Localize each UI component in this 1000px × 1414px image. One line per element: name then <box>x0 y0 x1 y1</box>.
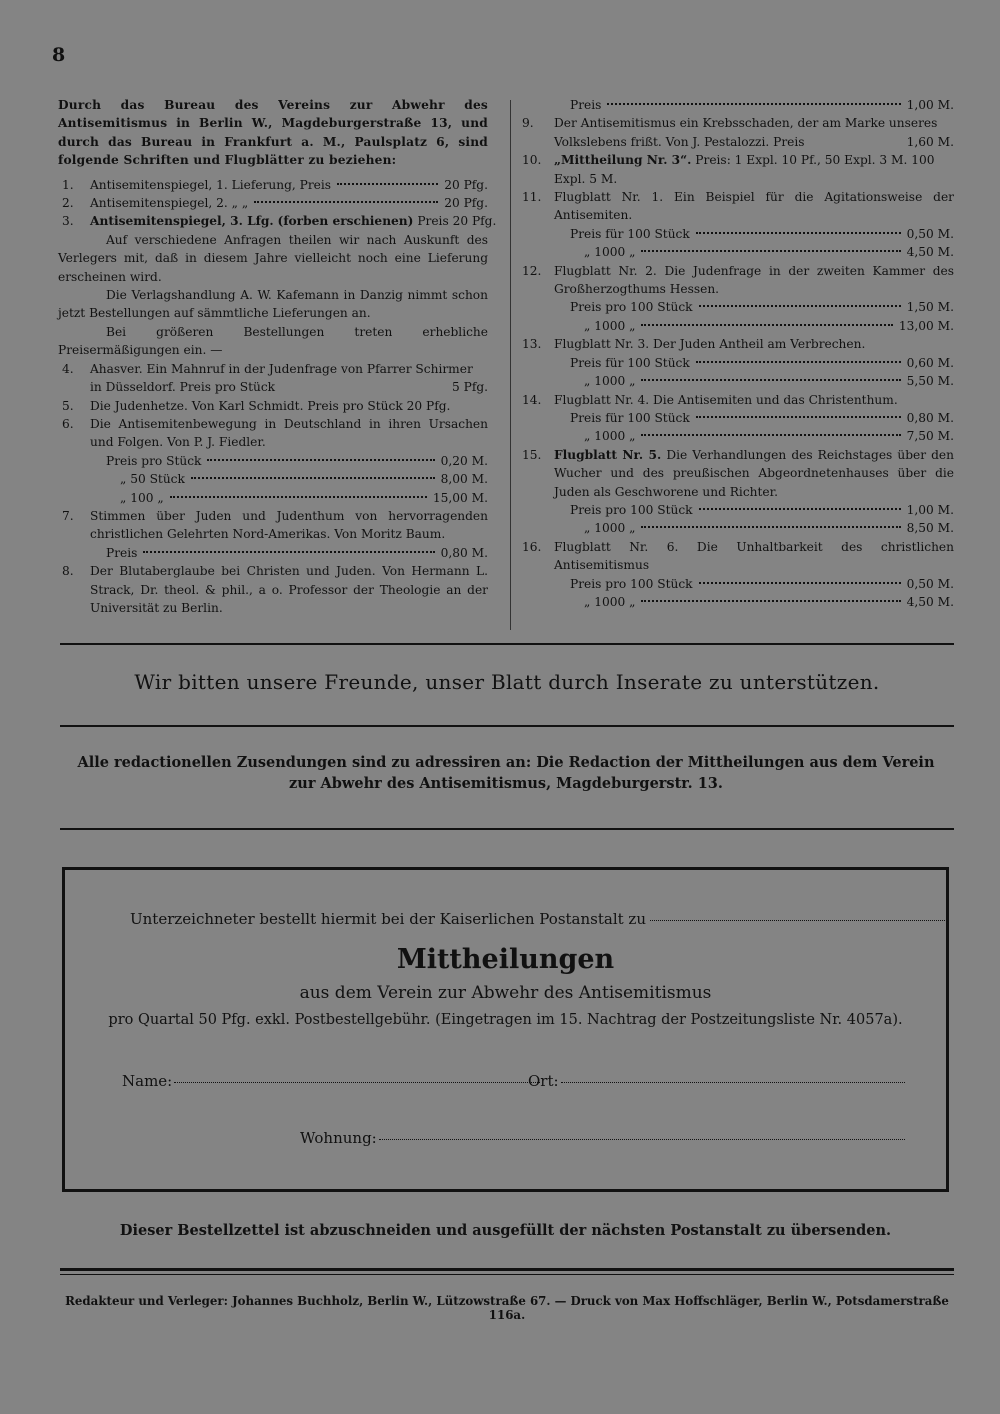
item-text: Die Judenhetze. Von Karl Schmidt. Preis pro Stück 20 Pfg. <box>90 398 451 413</box>
item-number: 12. <box>522 263 542 278</box>
order-form-intro <box>130 910 945 928</box>
price-label: Preis für 100 Stück <box>570 355 690 370</box>
price-value: 5,50 M. <box>906 374 954 389</box>
price-label: „ 1000 „ <box>584 318 636 333</box>
item-text: Flugblatt Nr. 1. Ein Beispiel für die Agitationsweise der Antisemiten. <box>554 190 954 223</box>
divider-rule <box>60 643 954 645</box>
cut-instructions: Dieser Bestellzettel ist abzuschneiden und ausgefüllt der nächsten Postanstalt zu übersenden. <box>119 1222 892 1239</box>
item-text: Preis: 1 Expl. 10 Pf., 50 Expl. 3 M. 100 Expl. 5 M. <box>554 153 935 186</box>
item-number: 14. <box>522 392 542 407</box>
price-value: 0,60 M. <box>906 355 954 370</box>
name-field[interactable] <box>122 1072 540 1090</box>
order-form-price: pro Quartal 50 Pfg. exkl. Postbestellgebühr. (Eingetragen im 15. Nachtrag der Postzeitungsliste Nr. 4057a). <box>108 1012 903 1028</box>
price-value: 4,50 M. <box>906 245 954 260</box>
price-value: 0,50 M. <box>906 226 954 241</box>
price-value: 1,50 M. <box>906 300 954 315</box>
item-title: Antisemitenspiegel, 3. Lfg. <box>90 214 274 229</box>
item-number: 11. <box>522 190 542 205</box>
item-text: Stimmen über Juden und Judenthum von hervorragenden christlichen Gelehrten Nord-Amerikas. Von Moritz Baum. <box>90 508 488 542</box>
item-text: Flugblatt Nr. 3. Der Juden Antheil am Verbrechen. <box>554 337 866 352</box>
item-label: Antisemitenspiegel, 1. Lieferung, Preis <box>90 177 332 192</box>
item-price: 20 Pfg. <box>444 196 488 211</box>
item-title: „Mittheilung Nr. 3“. <box>554 153 692 168</box>
price-value: 13,00 M. <box>898 318 954 333</box>
price-label: Preis pro 100 Stück <box>570 502 693 517</box>
item-number: 7. <box>62 508 74 523</box>
item-text: Flugblatt Nr. 6. Die Unhaltbarkeit des christlichen Antisemitismus <box>554 539 954 573</box>
imprint: Redakteur und Verleger: Johannes Buchholz, Berlin W., Lützowstraße 67. — Druck von Max Hoffschläger, Berlin W., Potsdamerstraße 116a. <box>65 1294 949 1322</box>
column-divider <box>510 100 511 630</box>
footer-rule-thin <box>60 1274 954 1275</box>
price-value: 8,00 M. <box>440 472 488 487</box>
item-number: 5. <box>62 398 74 413</box>
item-price: 20 Pfg. <box>444 177 488 192</box>
right-column <box>522 96 954 611</box>
price-label: Preis <box>106 545 138 560</box>
post-office-field[interactable] <box>650 920 945 921</box>
price-value: 7,50 M. <box>906 429 954 444</box>
name-label: Name: <box>122 1072 173 1090</box>
item-number: 8. <box>62 564 74 579</box>
advertising-appeal: Wir bitten unsere Freunde, unser Blatt durch Inserate zu unterstützen. <box>134 670 880 694</box>
footer-rule <box>60 1268 954 1271</box>
item-number: 6. <box>62 416 74 431</box>
left-column <box>58 96 497 617</box>
item-number: 3. <box>62 214 74 229</box>
order-intro-text: Unterzeichneter bestellt hiermit bei der Kaiserlichen Postanstalt zu <box>130 910 646 928</box>
list-item <box>58 194 488 212</box>
price-value: 8,50 M. <box>906 521 954 536</box>
price-value: 1,00 M. <box>906 98 954 112</box>
item-number: 15. <box>522 447 542 462</box>
item-paragraph: Die Verlagshandlung A. W. Kafemann in Danzig nimmt schon jetzt Bestellungen auf sämmtliche Lieferungen an. <box>58 288 488 321</box>
list-item <box>58 176 488 194</box>
divider-rule <box>60 725 954 727</box>
price-label: „ 50 Stück <box>120 472 185 487</box>
price-label: Preis pro Stück <box>106 453 202 468</box>
price-value: 4,50 M. <box>906 594 954 609</box>
item-number: 10. <box>522 153 542 168</box>
item-text: Der Blutaberglaube bei Christen und Juden. Von Hermann L. Strack, Dr. theol. & phil., a o. Professor der Theologie an der Universität zu Berlin. <box>90 564 488 615</box>
list-item <box>522 262 954 336</box>
item-text: Die Verhandlungen des Reichstages über den Wucher und des preußischen Abgeordnetenhauses über die Juden als Geschworene und Richter. <box>554 447 954 499</box>
editorial-notice: Alle redactionellen Zusendungen sind zu adressiren an: Die Redaction der Mittheilungen aus dem Verein zur Abwehr des Antisemitismus, Magdeburgerstr. 13. <box>77 754 935 792</box>
price-label: Preis für 100 Stück <box>570 410 690 425</box>
list-item <box>58 212 497 359</box>
price-label: „ 1000 „ <box>584 429 636 444</box>
price-value: 0,80 M. <box>440 545 488 560</box>
price-value: 1,00 M. <box>906 502 954 517</box>
item-number: 16. <box>522 539 542 554</box>
page-number: 8 <box>52 44 66 66</box>
residence-label: Wohnung: <box>300 1129 377 1147</box>
item-label: Antisemitenspiegel, 2. „ „ <box>90 196 249 211</box>
list-item <box>522 391 954 446</box>
price-label: Preis pro 100 Stück <box>570 576 693 591</box>
order-form-title: Mittheilungen <box>396 944 615 975</box>
item-title: Flugblatt Nr. 5. <box>554 447 662 462</box>
price-label: Preis für 100 Stück <box>570 226 690 241</box>
item-paragraph: Auf verschiedene Anfragen theilen wir nach Auskunft des Verlegers mit, daß in diesem Jahre vielleicht noch eine Lieferung erscheinen wird. <box>58 232 488 284</box>
price-label: Preis <box>570 98 602 112</box>
price-label: „ 100 „ <box>120 490 164 505</box>
item-price: 1,60 M. <box>906 134 954 149</box>
item-paragraph: Bei größeren Bestellungen treten erhebliche Preisermäßigungen ein. — <box>58 324 488 358</box>
price-label: „ 1000 „ <box>584 521 636 536</box>
item-note: (forben erschienen) <box>277 214 414 229</box>
place-label: Ort: <box>528 1072 559 1090</box>
list-item <box>522 151 954 188</box>
list-item <box>58 397 488 415</box>
item-price: Preis 20 Pfg. <box>417 214 497 229</box>
order-form-subtitle: aus dem Verein zur Abwehr des Antisemitismus <box>299 983 712 1003</box>
price-label: Preis pro 100 Stück <box>570 300 693 315</box>
price-value: 15,00 M. <box>432 490 488 505</box>
list-item <box>58 360 488 397</box>
price-value: 0,50 M. <box>906 576 954 591</box>
item-number: 2. <box>62 196 74 211</box>
list-item <box>58 562 488 617</box>
divider-rule <box>60 828 954 830</box>
list-item <box>522 538 954 612</box>
price-value: 0,20 M. <box>440 453 488 468</box>
item-text: Die Antisemitenbewegung in Deutschland in ihren Ursachen und Folgen. Von P. J. Fiedler. <box>90 416 488 450</box>
place-field[interactable] <box>528 1072 905 1090</box>
item-number: 9. <box>522 116 534 131</box>
item-number: 13. <box>522 337 542 352</box>
price-value: 0,80 M. <box>906 410 954 425</box>
item-number: 4. <box>62 361 74 376</box>
list-item <box>522 114 954 151</box>
price-label: „ 1000 „ <box>584 374 636 389</box>
list-item <box>58 415 488 507</box>
price-label: „ 1000 „ <box>584 594 636 609</box>
price-label: „ 1000 „ <box>584 245 636 260</box>
list-item <box>58 507 488 562</box>
residence-field[interactable] <box>300 1129 905 1147</box>
list-item <box>522 335 954 390</box>
item-number: 1. <box>62 177 74 192</box>
item-text: Flugblatt Nr. 2. Die Judenfrage in der zweiten Kammer des Großherzogthums Hessen. <box>554 263 954 297</box>
item-text: Der Antisemitismus ein Krebsschaden, der am Marke unseres Volkslebens frißt. Von J. Pestalozzi. Preis <box>554 116 938 149</box>
item-text: Ahasver. Ein Mahnruf in der Judenfrage von Pfarrer Schirmer in Düsseldorf. Preis pro Stück <box>90 361 473 395</box>
item-price: 5 Pfg. <box>451 380 488 395</box>
intro-text: Durch das Bureau des Vereins zur Abwehr des Antisemitismus in Berlin W., Magdeburgerstraße 13, und durch das Bureau in Frankfurt a. M., Paulsplatz 6, sind folgende Schriften und Flugblätter zu beziehen: <box>58 98 488 168</box>
list-item <box>522 446 954 538</box>
list-item <box>522 188 954 262</box>
item-text: Flugblatt Nr. 4. Die Antisemiten und das Christenthum. <box>554 392 898 407</box>
